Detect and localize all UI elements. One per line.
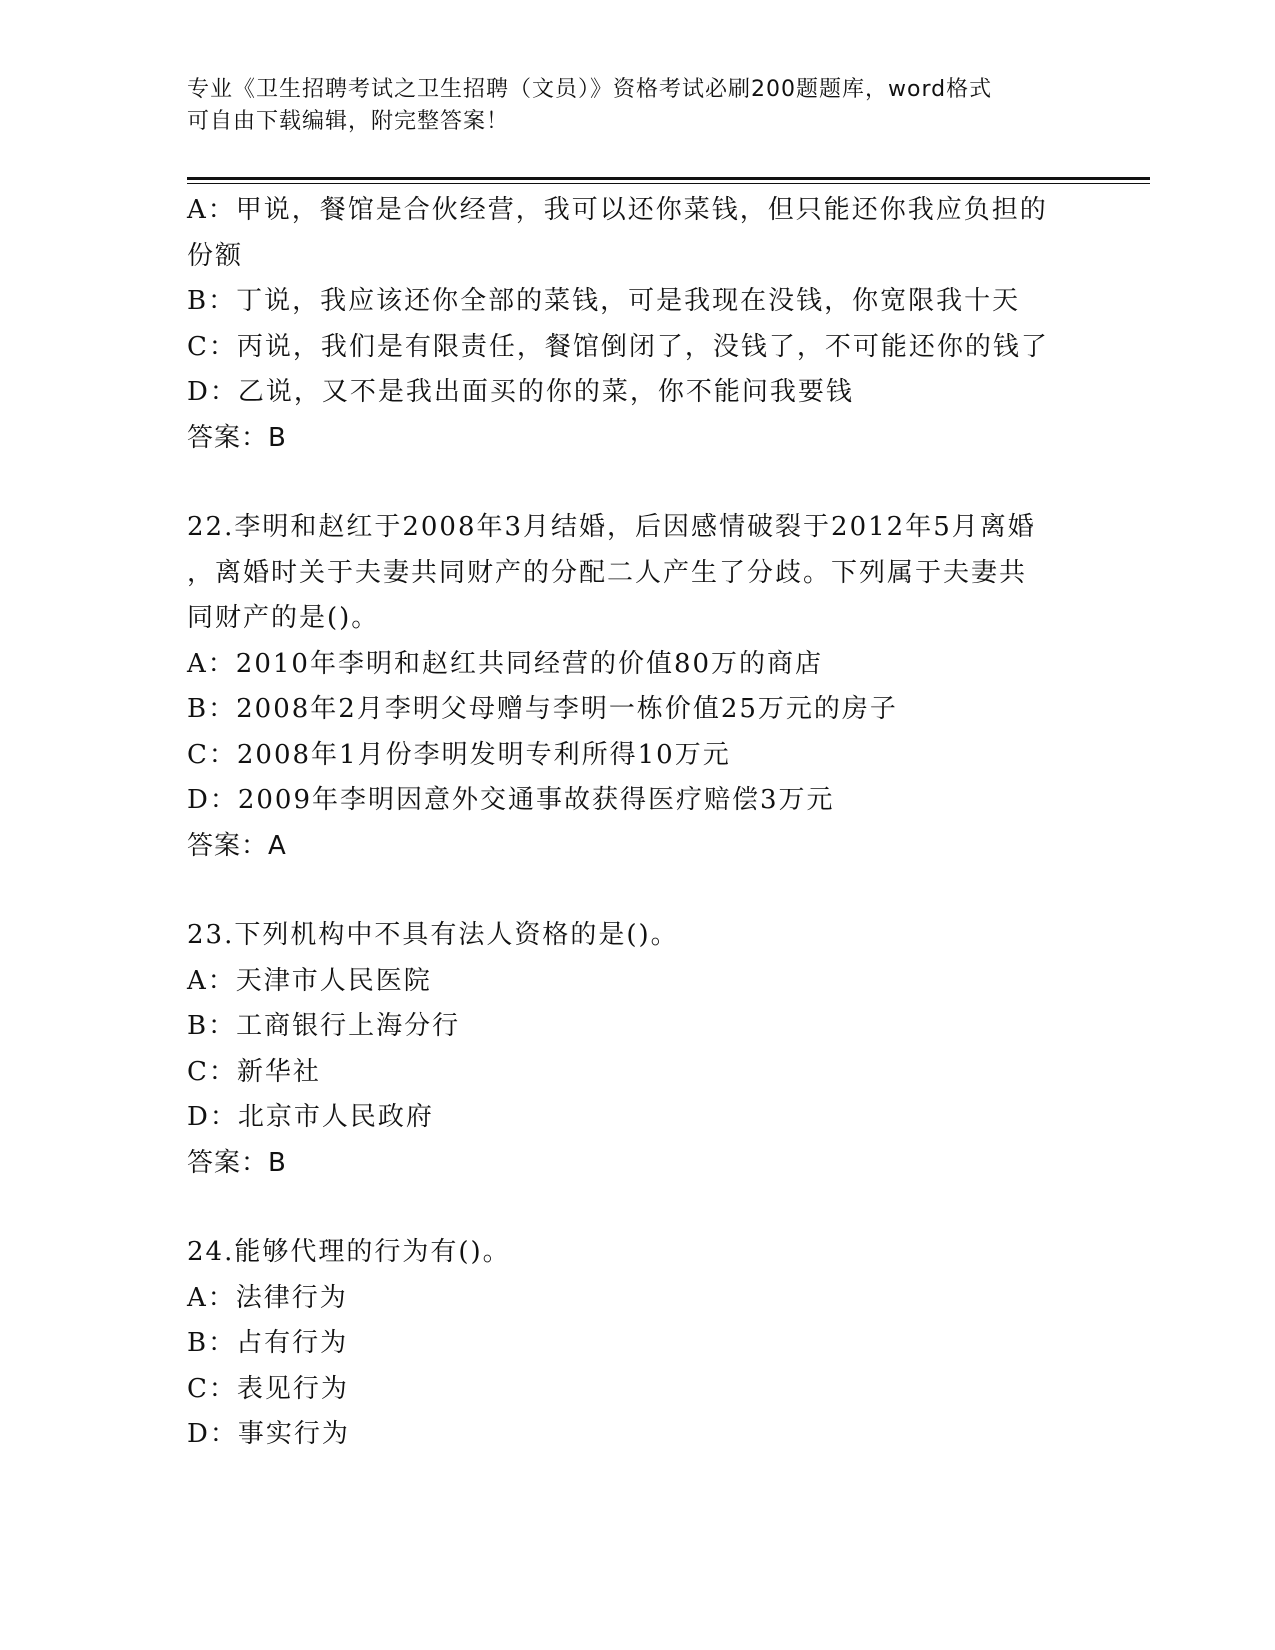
question-stem-continued: ，离婚时关于夫妻共同财产的分配二人产生了分歧。下列属于夫妻共 — [187, 557, 1028, 588]
option-d: D：乙说，又不是我出面买的你的菜，你不能问我要钱 — [187, 377, 854, 407]
answer: 答案：B — [187, 422, 287, 453]
question-spacer — [187, 1186, 1087, 1230]
option-c: C：新华社 — [187, 1056, 321, 1087]
option-d: D：2009年李明因意外交通事故获得医疗赔偿3万元 — [187, 785, 835, 815]
question-stem-continued: 同财产的是()。 — [187, 603, 380, 633]
header-line-1: 专业《卫生招聘考试之卫生招聘（文员）》资格考试必刷200题题库，word格式 — [187, 77, 993, 102]
option-a: A：天津市人民医院 — [187, 965, 432, 996]
answer: 答案：B — [187, 1147, 287, 1178]
question-21 — [187, 188, 1087, 461]
option-c: C：2008年1月份李明发明专利所得10万元 — [187, 739, 731, 770]
header-rule-thin — [187, 183, 1150, 184]
document-header — [187, 74, 1087, 138]
option-d: D：北京市人民政府 — [187, 1102, 434, 1132]
answer: 答案：A — [187, 830, 287, 861]
option-a: A：2010年李明和赵红共同经营的价值80万的商店 — [187, 648, 824, 679]
question-22 — [187, 505, 1087, 869]
option-c: C：丙说，我们是有限责任，餐馆倒闭了，没钱了，不可能还你的钱了 — [187, 331, 1049, 362]
header-line-2: 可自由下载编辑，附完整答案！ — [187, 109, 510, 134]
question-stem: 22.李明和赵红于2008年3月结婚，后因感情破裂于2012年5月离婚 — [187, 512, 1036, 542]
option-a: A：甲说，餐馆是合伙经营，我可以还你菜钱，但只能还你我应负担的 — [187, 195, 1048, 225]
header-rule-thick — [187, 177, 1150, 180]
question-24 — [187, 1230, 1087, 1458]
option-c: C：表见行为 — [187, 1373, 349, 1404]
question-spacer — [187, 869, 1087, 913]
option-d: D：事实行为 — [187, 1419, 350, 1449]
question-spacer — [187, 461, 1087, 505]
option-a-continued: 份额 — [187, 240, 244, 271]
question-stem: 24.能够代理的行为有()。 — [187, 1237, 511, 1267]
option-b: B：占有行为 — [187, 1328, 349, 1358]
option-a: A：法律行为 — [187, 1282, 348, 1313]
option-b: B：2008年2月李明父母赠与李明一栋价值25万元的房子 — [187, 694, 898, 724]
question-content — [187, 188, 1087, 1458]
question-stem: 23.下列机构中不具有法人资格的是()。 — [187, 920, 679, 950]
question-23 — [187, 913, 1087, 1186]
option-b: B：工商银行上海分行 — [187, 1011, 461, 1041]
option-b: B：丁说，我应该还你全部的菜钱，可是我现在没钱，你宽限我十天 — [187, 286, 1021, 316]
